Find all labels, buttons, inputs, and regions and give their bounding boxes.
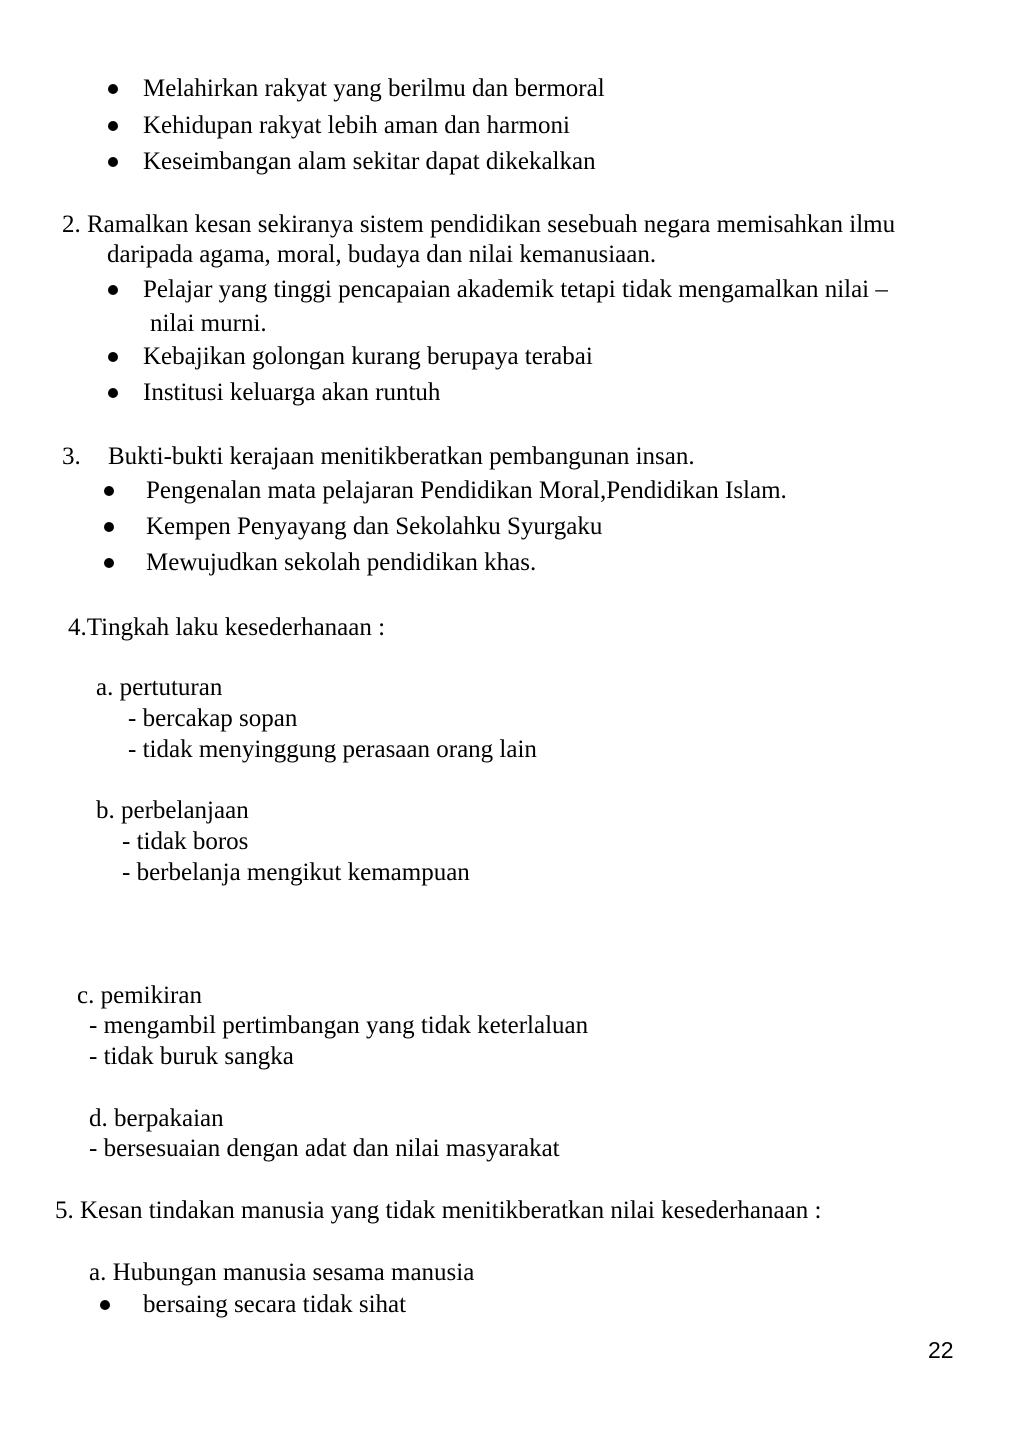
sub-item: - tidak buruk sangka xyxy=(89,1043,294,1070)
sub-item: - mengambil pertimbangan yang tidak keterlaluan xyxy=(89,1012,589,1039)
bullet-dot xyxy=(104,486,114,496)
subsection-heading-c: c. pemikiran xyxy=(77,982,202,1009)
list-item: Mewujudkan sekolah pendidikan khas. xyxy=(146,549,537,576)
question-2-continuation: daripada agama, moral, budaya dan nilai kemanusiaan. xyxy=(107,241,657,268)
bullet-dot xyxy=(108,352,118,362)
list-item: Pelajar yang tinggi pencapaian akademik tetapi tidak mengamalkan nilai – xyxy=(143,276,888,303)
subsection-heading-a: a. pertuturan xyxy=(96,674,223,701)
list-item: Kempen Penyayang dan Sekolahku Syurgaku xyxy=(146,513,603,540)
bullet-dot xyxy=(100,1300,110,1310)
list-item: Institusi keluarga akan runtuh xyxy=(143,379,441,406)
bullet-dot xyxy=(104,522,114,532)
question-5: 5. Kesan tindakan manusia yang tidak menitikberatkan nilai kesederhanaan : xyxy=(55,1197,822,1224)
question-4: 4.Tingkah laku kesederhanaan : xyxy=(68,614,386,641)
sub-item: - berbelanja mengikut kemampuan xyxy=(122,859,470,886)
sub-item: - tidak boros xyxy=(122,828,249,855)
list-item: bersaing secara tidak sihat xyxy=(143,1291,407,1318)
sub-item: - tidak menyinggung perasaan orang lain xyxy=(128,736,537,763)
subsection-heading-d: d. berpakaian xyxy=(89,1105,224,1132)
list-item: Melahirkan rakyat yang berilmu dan bermoral xyxy=(143,75,605,102)
bullet-dot xyxy=(104,558,114,568)
list-item-continuation: nilai murni. xyxy=(150,310,267,337)
list-item: Pengenalan mata pelajaran Pendidikan Moral,Pendidikan Islam. xyxy=(146,477,787,504)
list-item: Kehidupan rakyat lebih aman dan harmoni xyxy=(143,112,570,139)
bullet-dot xyxy=(108,121,118,131)
list-item: Kebajikan golongan kurang berupaya terabai xyxy=(143,343,593,370)
question-3: Bukti-bukti kerajaan menitikberatkan pembangunan insan. xyxy=(108,443,695,470)
bullet-dot xyxy=(108,84,118,94)
bullet-dot xyxy=(108,388,118,398)
bullet-dot xyxy=(108,157,118,167)
question-2: 2. Ramalkan kesan sekiranya sistem pendidikan sesebuah negara memisahkan ilmu xyxy=(62,211,896,238)
page-number: 22 xyxy=(928,1337,954,1363)
question-3-number: 3. xyxy=(62,443,81,470)
sub-item: - bersesuaian dengan adat dan nilai masyarakat xyxy=(89,1135,560,1162)
sub-item: - bercakap sopan xyxy=(128,705,298,732)
bullet-dot xyxy=(108,285,118,295)
list-item: Keseimbangan alam sekitar dapat dikekalkan xyxy=(143,148,596,175)
subsection-heading-b: b. perbelanjaan xyxy=(96,797,249,824)
subsection-heading-a: a. Hubungan manusia sesama manusia xyxy=(89,1259,475,1286)
